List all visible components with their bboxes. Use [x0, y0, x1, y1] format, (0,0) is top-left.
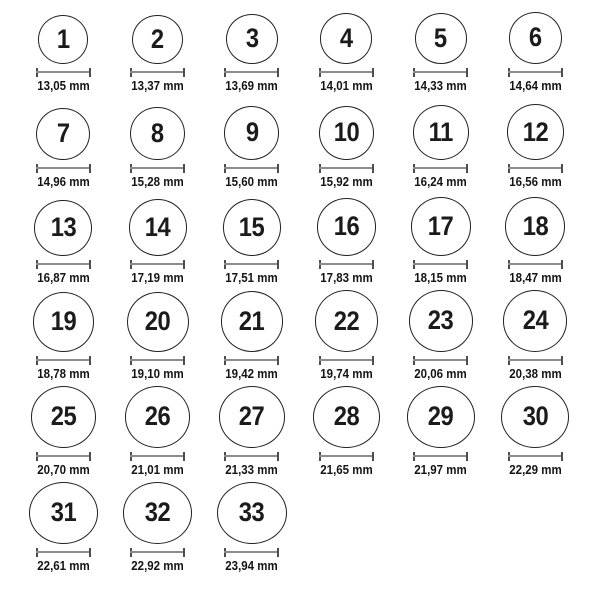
measure-bar	[36, 71, 91, 73]
measure-tick-right-icon	[277, 548, 279, 557]
ring-size-number: 26	[144, 401, 171, 432]
ring-size-item	[205, 482, 299, 578]
ring-size-number: 15	[239, 211, 265, 242]
ring-size-item	[16, 386, 110, 482]
ring-size-number: 17	[427, 211, 454, 242]
measure-tick-right-icon	[372, 452, 374, 461]
diameter-measure-line	[36, 164, 91, 173]
measure-tick-right-icon	[277, 164, 279, 173]
ring-size-number: 29	[427, 401, 454, 432]
measure-tick-right-icon	[183, 68, 185, 77]
diameter-measure-line	[36, 356, 91, 365]
diameter-label: 14,33 mm	[414, 78, 467, 93]
measure-bar	[130, 263, 185, 265]
diameter-measure-line	[36, 68, 91, 77]
ring-circle	[313, 386, 380, 448]
ring-circle	[317, 198, 376, 256]
ring-size-item	[110, 98, 204, 194]
diameter-label: 15,92 mm	[320, 174, 373, 189]
diameter-label: 18,47 mm	[508, 270, 562, 285]
ring-circle	[221, 291, 284, 352]
chart-row	[16, 290, 600, 386]
diameter-measure-line	[508, 260, 563, 269]
ring-size-number: 20	[144, 306, 171, 337]
measure-bar	[508, 263, 563, 265]
ring-size-item	[394, 386, 488, 482]
diameter-measure-line	[224, 452, 279, 461]
diameter-measure-line	[36, 260, 91, 269]
ring-size-number: 24	[522, 305, 548, 336]
measure-bar	[413, 167, 468, 169]
measure-tick-right-icon	[372, 260, 374, 269]
measure-bar	[413, 263, 468, 265]
ring-size-item	[110, 482, 204, 578]
diameter-measure-line	[413, 68, 468, 77]
chart-row	[16, 194, 600, 290]
diameter-label: 15,60 mm	[225, 174, 279, 189]
ring-circle	[31, 386, 96, 448]
diameter-measure-line	[413, 452, 468, 461]
diameter-label: 17,51 mm	[225, 270, 279, 285]
measure-bar	[413, 455, 468, 457]
diameter-label: 13,37 mm	[131, 78, 184, 93]
diameter-label: 18,15 mm	[414, 270, 467, 285]
diameter-label: 16,87 mm	[36, 270, 90, 285]
ring-circle	[226, 14, 277, 64]
measure-tick-right-icon	[561, 356, 563, 365]
diameter-label: 15,28 mm	[131, 174, 184, 189]
diameter-label: 22,61 mm	[36, 558, 90, 573]
measure-bar	[130, 551, 185, 553]
ring-circle	[503, 290, 567, 352]
measure-tick-right-icon	[183, 548, 185, 557]
diameter-measure-line	[224, 68, 279, 77]
ring-size-item	[488, 98, 582, 194]
measure-bar	[36, 167, 91, 169]
diameter-label: 21,97 mm	[414, 462, 467, 477]
ring-size-item	[110, 2, 204, 98]
chart-row	[16, 2, 600, 98]
diameter-measure-line	[130, 452, 185, 461]
ring-size-item	[394, 194, 488, 290]
diameter-label: 14,96 mm	[36, 174, 90, 189]
ring-size-number: 22	[333, 305, 360, 336]
ring-size-item	[110, 194, 204, 290]
ring-size-item	[110, 290, 204, 386]
diameter-measure-line	[36, 548, 91, 557]
ring-circle	[505, 197, 566, 256]
measure-bar	[319, 455, 374, 457]
ring-size-item	[299, 194, 393, 290]
ring-size-number: 10	[333, 117, 360, 148]
ring-size-item	[205, 98, 299, 194]
diameter-measure-line	[319, 452, 374, 461]
ring-size-number: 23	[427, 305, 454, 336]
ring-size-number: 12	[522, 116, 548, 147]
measure-bar	[319, 167, 374, 169]
ring-circle	[223, 199, 282, 256]
ring-circle	[132, 15, 183, 64]
ring-size-item	[394, 290, 488, 386]
ring-size-item	[299, 2, 393, 98]
ring-circle	[224, 106, 279, 159]
ring-size-number: 11	[428, 116, 453, 147]
measure-tick-right-icon	[372, 356, 374, 365]
measure-bar	[130, 359, 185, 361]
measure-tick-right-icon	[89, 356, 91, 365]
measure-bar	[319, 359, 374, 361]
ring-circle	[501, 386, 569, 448]
measure-bar	[130, 71, 185, 73]
ring-size-item	[205, 290, 299, 386]
ring-circle	[33, 292, 94, 351]
ring-circle	[129, 199, 187, 255]
ring-circle	[415, 13, 468, 64]
ring-circle	[411, 197, 471, 255]
diameter-label: 21,01 mm	[131, 462, 184, 477]
ring-size-item	[394, 2, 488, 98]
ring-size-number: 25	[50, 401, 76, 432]
measure-bar	[224, 167, 279, 169]
ring-size-item	[488, 194, 582, 290]
ring-size-item	[16, 290, 110, 386]
diameter-label: 21,65 mm	[320, 462, 373, 477]
ring-circle	[413, 105, 469, 160]
ring-size-item	[299, 386, 393, 482]
measure-tick-right-icon	[89, 164, 91, 173]
measure-tick-right-icon	[466, 452, 468, 461]
diameter-measure-line	[224, 164, 279, 173]
diameter-measure-line	[224, 548, 279, 557]
diameter-label: 18,78 mm	[36, 366, 90, 381]
measure-bar	[319, 263, 374, 265]
ring-size-item	[205, 2, 299, 98]
ring-size-number: 28	[333, 401, 360, 432]
ring-circle	[125, 386, 191, 448]
measure-bar	[36, 551, 91, 553]
diameter-label: 13,05 mm	[36, 78, 90, 93]
measure-bar	[508, 455, 563, 457]
ring-size-number: 16	[333, 211, 360, 242]
diameter-label: 14,01 mm	[320, 78, 373, 93]
measure-tick-right-icon	[466, 260, 468, 269]
measure-tick-right-icon	[277, 260, 279, 269]
ring-circle	[320, 13, 372, 63]
measure-tick-right-icon	[89, 260, 91, 269]
ring-size-item	[205, 386, 299, 482]
diameter-label: 17,19 mm	[131, 270, 184, 285]
diameter-label: 20,70 mm	[36, 462, 90, 477]
ring-size-number: 8	[151, 117, 164, 148]
ring-size-item	[205, 194, 299, 290]
ring-size-number: 1	[56, 23, 70, 54]
measure-tick-right-icon	[277, 452, 279, 461]
diameter-label: 19,42 mm	[225, 366, 279, 381]
diameter-measure-line	[413, 164, 468, 173]
diameter-label: 13,69 mm	[225, 78, 279, 93]
ring-size-number: 13	[50, 212, 76, 243]
chart-row	[16, 482, 600, 578]
measure-bar	[224, 359, 279, 361]
ring-size-item	[488, 290, 582, 386]
measure-bar	[224, 71, 279, 73]
diameter-measure-line	[508, 452, 563, 461]
ring-size-number: 21	[239, 305, 265, 336]
ring-size-item	[16, 482, 110, 578]
diameter-label: 22,29 mm	[508, 462, 562, 477]
measure-bar	[130, 455, 185, 457]
ring-circle	[130, 107, 184, 160]
ring-size-number: 32	[144, 497, 171, 528]
measure-bar	[413, 359, 468, 361]
diameter-measure-line	[413, 260, 468, 269]
chart-row	[16, 386, 600, 482]
measure-tick-right-icon	[183, 452, 185, 461]
ring-size-number: 9	[245, 117, 259, 148]
ring-size-number: 18	[522, 210, 548, 241]
diameter-label: 23,94 mm	[225, 558, 279, 573]
ring-circle	[315, 290, 378, 351]
measure-bar	[508, 71, 563, 73]
chart-rows	[16, 2, 600, 578]
measure-bar	[36, 359, 91, 361]
diameter-measure-line	[413, 356, 468, 365]
measure-bar	[224, 551, 279, 553]
ring-circle	[407, 386, 475, 448]
diameter-measure-line	[130, 260, 185, 269]
ring-size-item	[394, 98, 488, 194]
ring-size-number: 19	[50, 306, 76, 337]
measure-bar	[224, 263, 279, 265]
diameter-label: 16,24 mm	[414, 174, 467, 189]
diameter-measure-line	[130, 356, 185, 365]
diameter-label: 20,06 mm	[414, 366, 467, 381]
measure-tick-right-icon	[277, 356, 279, 365]
diameter-measure-line	[319, 68, 374, 77]
measure-bar	[36, 455, 91, 457]
diameter-label: 22,92 mm	[131, 558, 184, 573]
measure-tick-right-icon	[466, 356, 468, 365]
measure-tick-right-icon	[89, 68, 91, 77]
ring-circle	[509, 12, 562, 64]
measure-bar	[413, 71, 468, 73]
measure-bar	[130, 167, 185, 169]
ring-size-item	[299, 98, 393, 194]
measure-tick-right-icon	[183, 260, 185, 269]
measure-tick-right-icon	[183, 356, 185, 365]
ring-circle	[36, 108, 90, 160]
diameter-measure-line	[319, 260, 374, 269]
measure-bar	[508, 167, 563, 169]
ring-size-item	[110, 386, 204, 482]
ring-circle	[29, 482, 98, 544]
measure-tick-right-icon	[277, 68, 279, 77]
measure-tick-right-icon	[561, 452, 563, 461]
diameter-measure-line	[319, 164, 374, 173]
diameter-label: 14,64 mm	[508, 78, 562, 93]
diameter-label: 16,56 mm	[508, 174, 562, 189]
measure-tick-right-icon	[466, 164, 468, 173]
ring-size-number: 6	[528, 22, 542, 53]
ring-size-number: 5	[434, 22, 448, 53]
ring-size-number: 2	[151, 23, 164, 54]
measure-bar	[508, 359, 563, 361]
ring-size-item	[16, 2, 110, 98]
measure-tick-right-icon	[372, 68, 374, 77]
diameter-measure-line	[508, 68, 563, 77]
diameter-measure-line	[508, 356, 563, 365]
ring-size-number: 14	[144, 211, 171, 242]
ring-circle	[217, 482, 287, 544]
diameter-label: 17,83 mm	[320, 270, 373, 285]
ring-size-number: 27	[239, 401, 265, 432]
ring-size-number: 4	[339, 22, 353, 53]
diameter-measure-line	[319, 356, 374, 365]
ring-size-item	[488, 386, 582, 482]
diameter-measure-line	[130, 68, 185, 77]
ring-size-number: 33	[239, 497, 265, 528]
measure-tick-right-icon	[89, 452, 91, 461]
ring-circle	[409, 290, 473, 352]
ring-circle	[319, 106, 375, 160]
ring-circle	[38, 15, 88, 64]
measure-tick-right-icon	[561, 68, 563, 77]
ring-circle	[507, 104, 564, 159]
measure-tick-right-icon	[561, 164, 563, 173]
diameter-label: 20,38 mm	[508, 366, 562, 381]
diameter-measure-line	[36, 452, 91, 461]
ring-size-number: 7	[56, 118, 70, 149]
ring-size-item	[299, 290, 393, 386]
ring-circle	[127, 292, 189, 352]
diameter-measure-line	[130, 164, 185, 173]
measure-bar	[36, 263, 91, 265]
ring-size-number: 30	[522, 401, 548, 432]
diameter-label: 19,74 mm	[320, 366, 373, 381]
measure-tick-right-icon	[466, 68, 468, 77]
ring-circle	[123, 482, 192, 544]
ring-size-item	[16, 194, 110, 290]
diameter-measure-line	[508, 164, 563, 173]
measure-tick-right-icon	[183, 164, 185, 173]
ring-circle	[34, 200, 92, 256]
diameter-measure-line	[224, 356, 279, 365]
diameter-label: 21,33 mm	[225, 462, 279, 477]
measure-tick-right-icon	[89, 548, 91, 557]
ring-size-number: 31	[50, 497, 76, 528]
ring-size-item	[16, 98, 110, 194]
measure-bar	[224, 455, 279, 457]
diameter-measure-line	[224, 260, 279, 269]
measure-bar	[319, 71, 374, 73]
diameter-measure-line	[130, 548, 185, 557]
measure-tick-right-icon	[561, 260, 563, 269]
measure-tick-right-icon	[372, 164, 374, 173]
diameter-label: 19,10 mm	[131, 366, 184, 381]
ring-size-item	[488, 2, 582, 98]
chart-row	[16, 98, 600, 194]
ring-circle	[219, 386, 285, 448]
ring-size-number: 3	[245, 23, 259, 54]
